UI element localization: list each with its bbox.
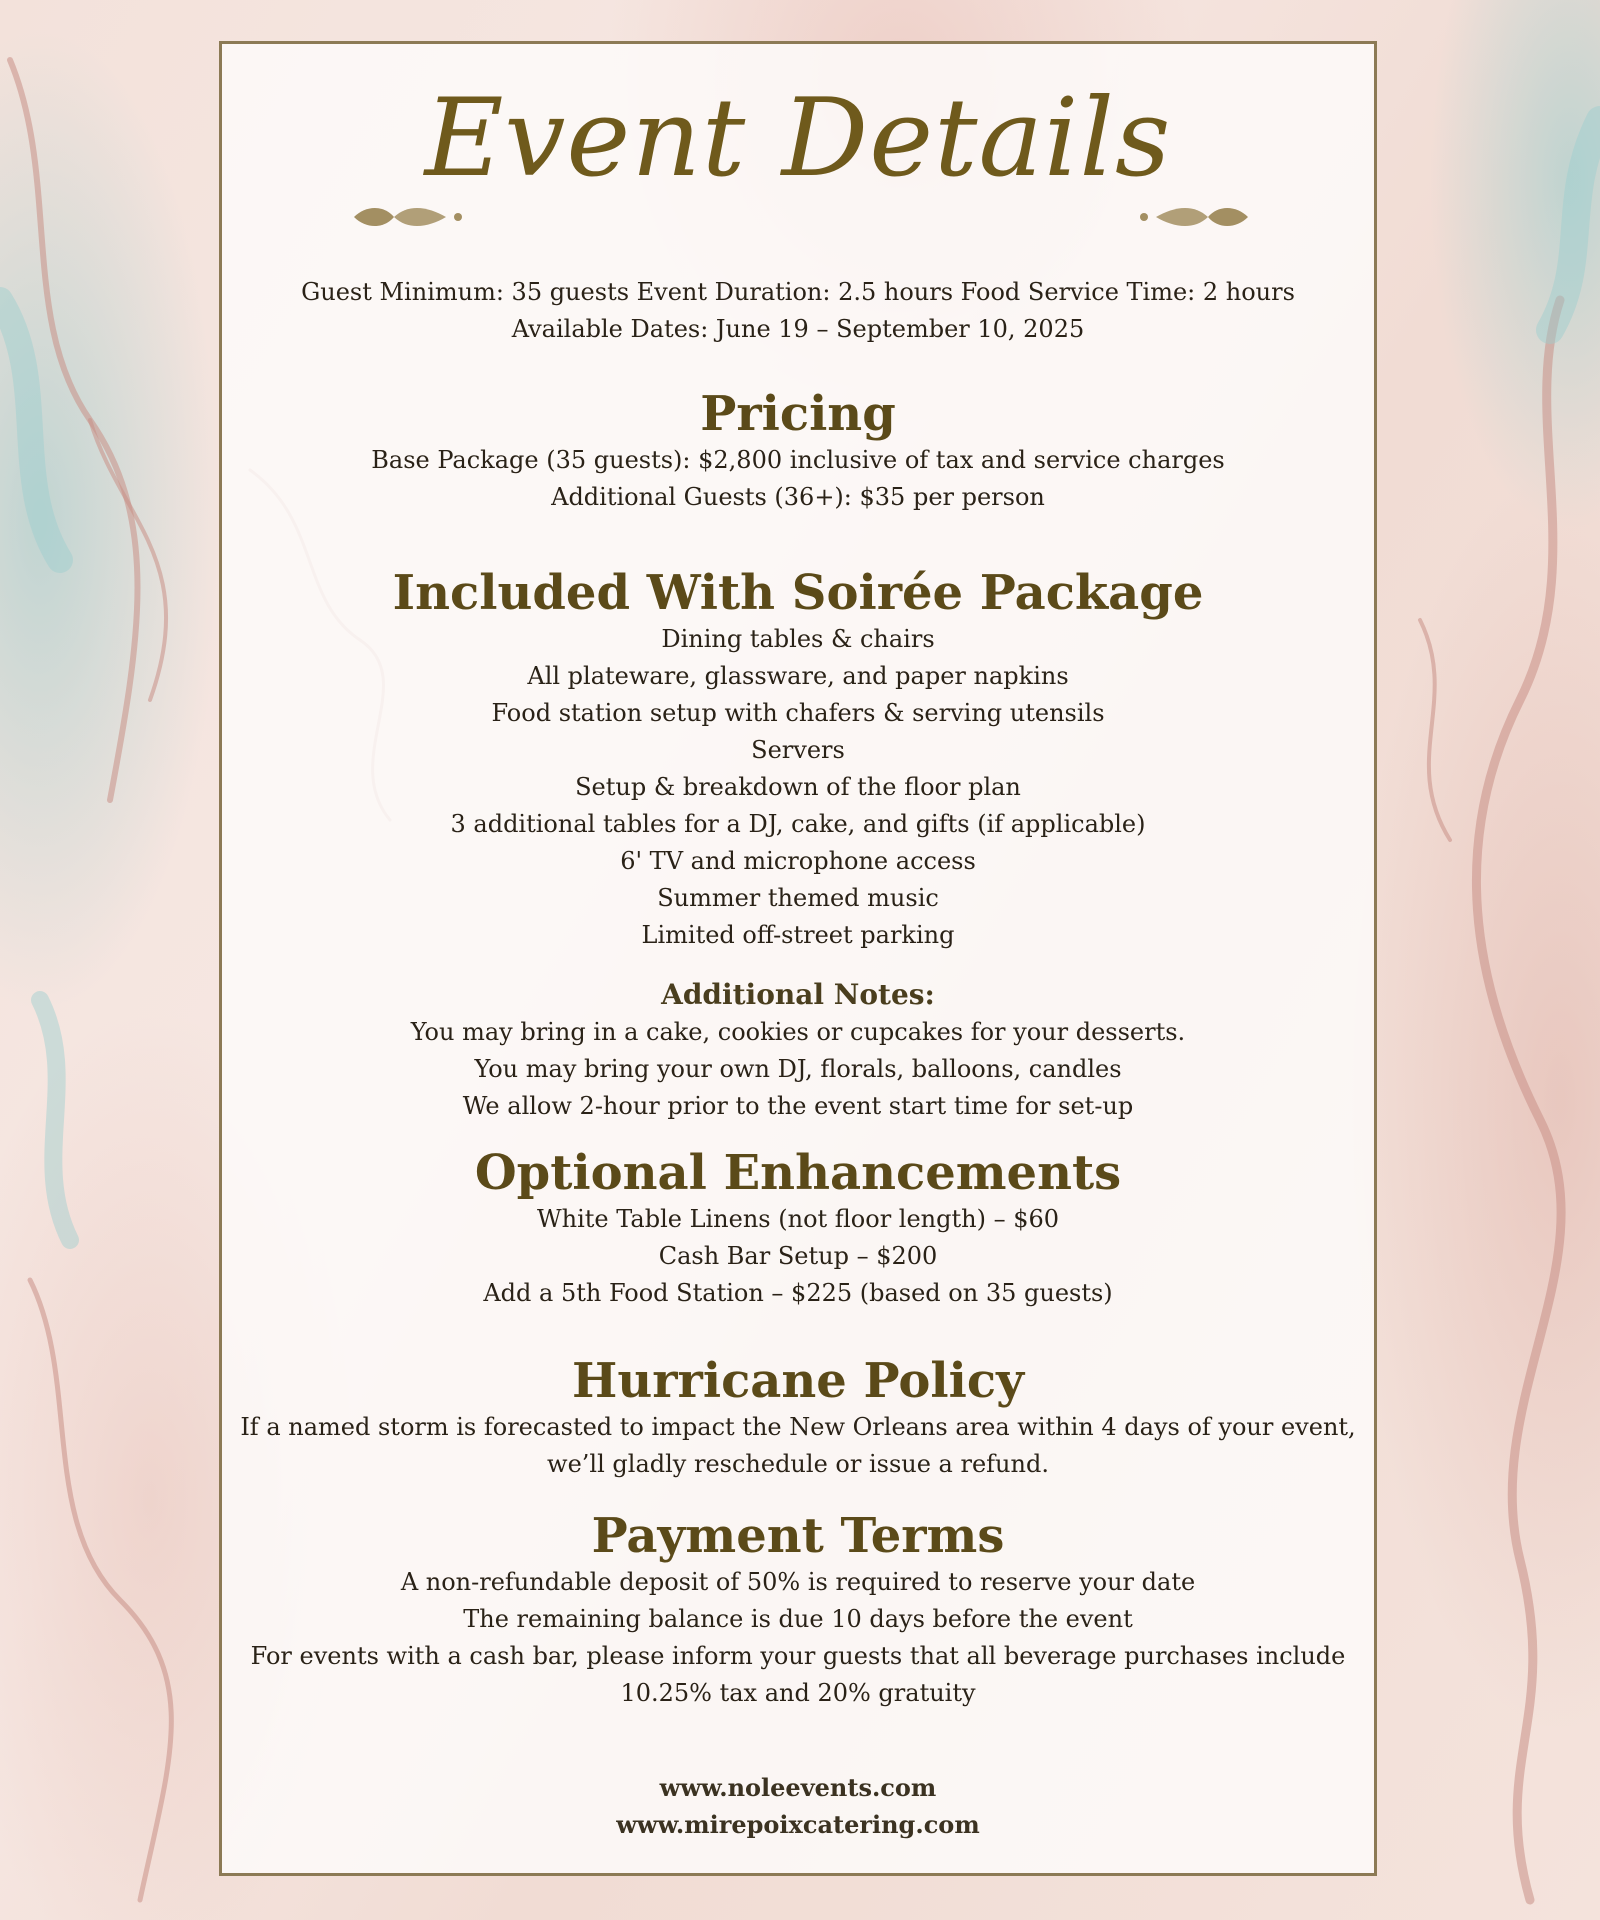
pricing-heading: Pricing <box>700 386 896 442</box>
enhancements-section <box>222 1145 1374 1312</box>
hurricane-heading: Hurricane Policy <box>572 1353 1024 1409</box>
additional-notes-heading: Additional Notes: <box>661 978 935 1011</box>
payment-heading: Payment Terms <box>591 1508 1005 1564</box>
enhancements-heading: Optional Enhancements <box>474 1145 1122 1201</box>
included-item: 6' TV and microphone access <box>620 847 976 875</box>
payment-line: For events with a cash bar, please inform your guests that all beverage purchases include <box>250 1642 1346 1670</box>
additional-notes-section <box>222 976 1374 1125</box>
mirepoixcatering-link[interactable]: www.mirepoixcatering.com <box>616 1810 980 1839</box>
ornamental-divider-icon <box>354 197 1248 237</box>
pricing-line: Base Package (35 guests): $2,800 inclusive of tax and service charges <box>371 446 1225 474</box>
payment-section <box>222 1508 1374 1712</box>
event-summary <box>222 274 1374 348</box>
note-line: You may bring in a cake, cookies or cupcakes for your desserts. <box>410 1018 1186 1046</box>
page-title: Event Details <box>424 76 1172 201</box>
note-line: We allow 2-hour prior to the event start time for set-up <box>462 1092 1134 1120</box>
included-section <box>222 565 1374 954</box>
event-details-card <box>219 41 1377 1876</box>
footer-links <box>222 1769 1374 1843</box>
included-item: Food station setup with chafers & serving utensils <box>491 699 1105 727</box>
pricing-line: Additional Guests (36+): $35 per person <box>551 483 1045 511</box>
enhancement-item: Cash Bar Setup – $200 <box>658 1242 938 1270</box>
hurricane-line: If a named storm is forecasted to impact the New Orleans area within 4 days of your event, <box>240 1413 1356 1441</box>
included-item: Dining tables & chairs <box>661 625 935 653</box>
included-heading: Included With Soirée Package <box>392 565 1204 621</box>
event-summary-line: Guest Minimum: 35 guests Event Duration: 2.5 hours Food Service Time: 2 hours <box>301 278 1295 306</box>
available-dates: Available Dates: June 19 – September 10, 2025 <box>511 315 1085 343</box>
note-line: You may bring your own DJ, florals, balloons, candles <box>474 1055 1122 1083</box>
enhancement-item: White Table Linens (not floor length) – $60 <box>536 1205 1060 1233</box>
noleevents-link[interactable]: www.noleevents.com <box>659 1773 937 1802</box>
included-item: Limited off-street parking <box>641 921 955 949</box>
pricing-section <box>222 386 1374 516</box>
payment-line: 10.25% tax and 20% gratuity <box>620 1679 976 1707</box>
included-item: All plateware, glassware, and paper napkins <box>527 662 1069 690</box>
hurricane-section <box>222 1353 1374 1483</box>
included-item: Servers <box>751 736 845 764</box>
included-item: 3 additional tables for a DJ, cake, and gifts (if applicable) <box>450 810 1146 838</box>
payment-line: A non-refundable deposit of 50% is required to reserve your date <box>400 1568 1196 1596</box>
included-item: Summer themed music <box>657 884 939 912</box>
included-item: Setup & breakdown of the floor plan <box>575 773 1021 801</box>
payment-line: The remaining balance is due 10 days before the event <box>463 1605 1133 1633</box>
hurricane-line: we’ll gladly reschedule or issue a refund. <box>547 1450 1049 1478</box>
enhancement-item: Add a 5th Food Station – $225 (based on 35 guests) <box>483 1279 1113 1307</box>
